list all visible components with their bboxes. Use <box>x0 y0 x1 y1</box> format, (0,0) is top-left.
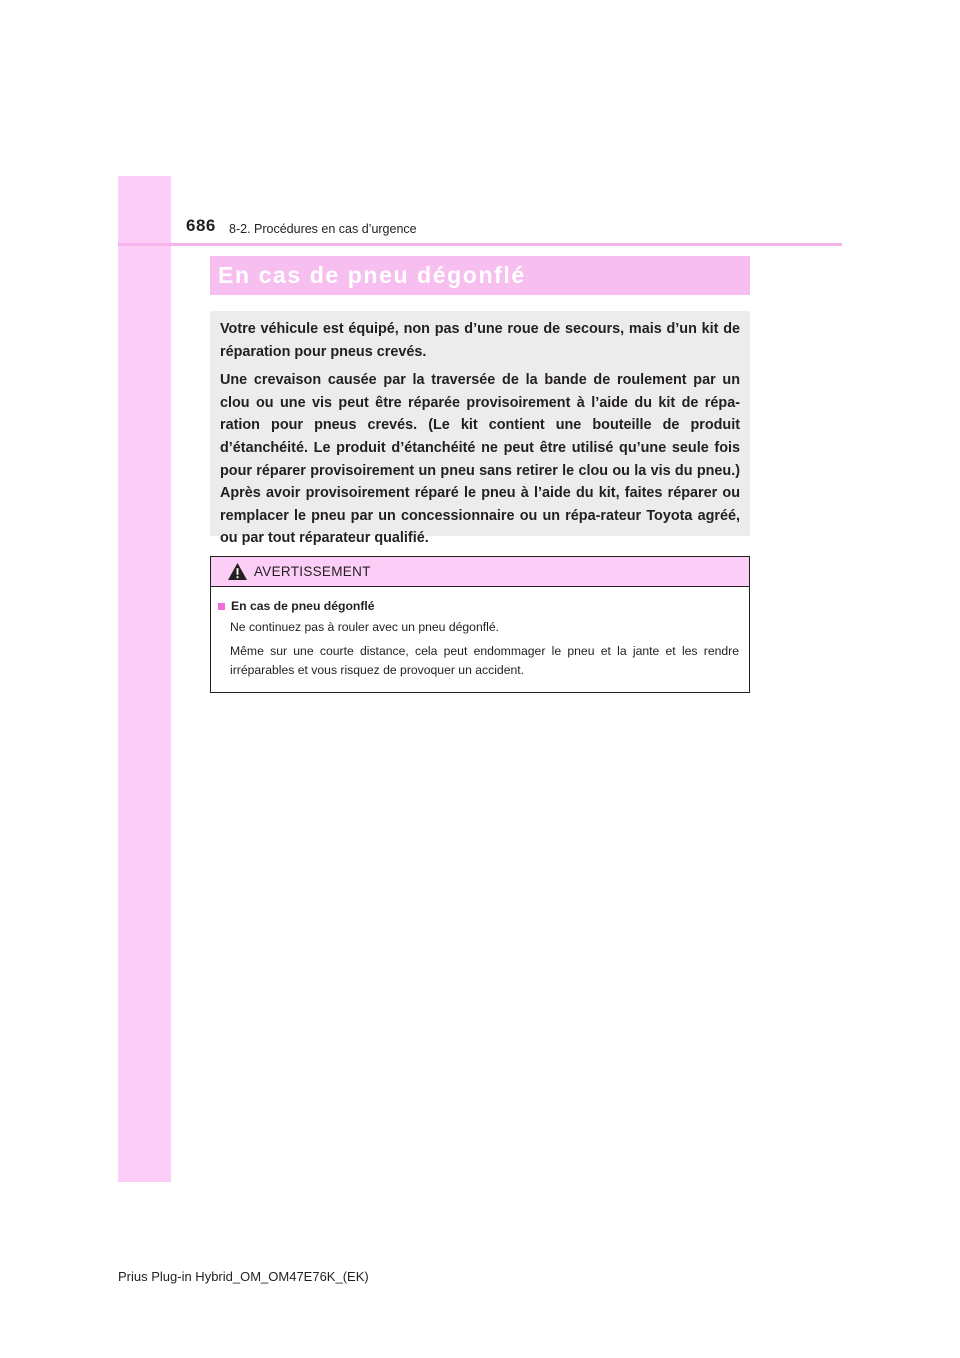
page-title: En cas de pneu dégonflé <box>210 256 750 295</box>
warning-title: AVERTISSEMENT <box>254 564 371 579</box>
warning-body <box>211 587 749 680</box>
warning-line-2: Même sur une courte distance, cela peut endommager le pneu et la jante et les rendre irréparables et vous risquez de provoquer un accident. <box>230 644 739 677</box>
warning-header <box>211 557 749 587</box>
warning-line-1: Ne continuez pas à rouler avec un pneu dégonflé. <box>230 620 499 634</box>
page-number: 686 <box>186 216 216 235</box>
header-rule <box>118 243 842 246</box>
warning-box <box>210 556 750 693</box>
intro-paragraph-2: Une crevaison causée par la traversée de la bande de roulement par un clou ou une vis peut être réparée provisoirement à l’aide du kit de répa-ration pour pneus crevés. (Le kit contient une bouteille de produit d’étanchéité. Le produit d’étanchéité ne peut être utilisé qu’une seule fois pour réparer provisoirement un pneu sans retirer le clou ou la vis du pneu.) Après avoir provisoirement réparé le pneu à l’aide du kit, faites réparer ou remplacer le pneu par un concessionnaire ou un répa-rateur Toyota agréé, ou par tout réparateur qualifié. <box>220 372 740 547</box>
side-tab-strip <box>118 176 171 1182</box>
intro-paragraph-1: Votre véhicule est équipé, non pas d’une roue de secours, mais d’un kit de réparation pour pneus crevés. <box>220 321 740 360</box>
warning-item-heading <box>218 597 739 616</box>
warning-item-title: En cas de pneu dégonflé <box>231 599 375 613</box>
square-bullet-icon <box>218 603 225 610</box>
warning-triangle-icon <box>227 562 248 581</box>
intro-box <box>210 311 750 547</box>
footer-doc-id: Prius Plug-in Hybrid_OM_OM47E76K_(EK) <box>118 1269 369 1284</box>
section-label: 8-2. Procédures en cas d’urgence <box>229 222 417 236</box>
